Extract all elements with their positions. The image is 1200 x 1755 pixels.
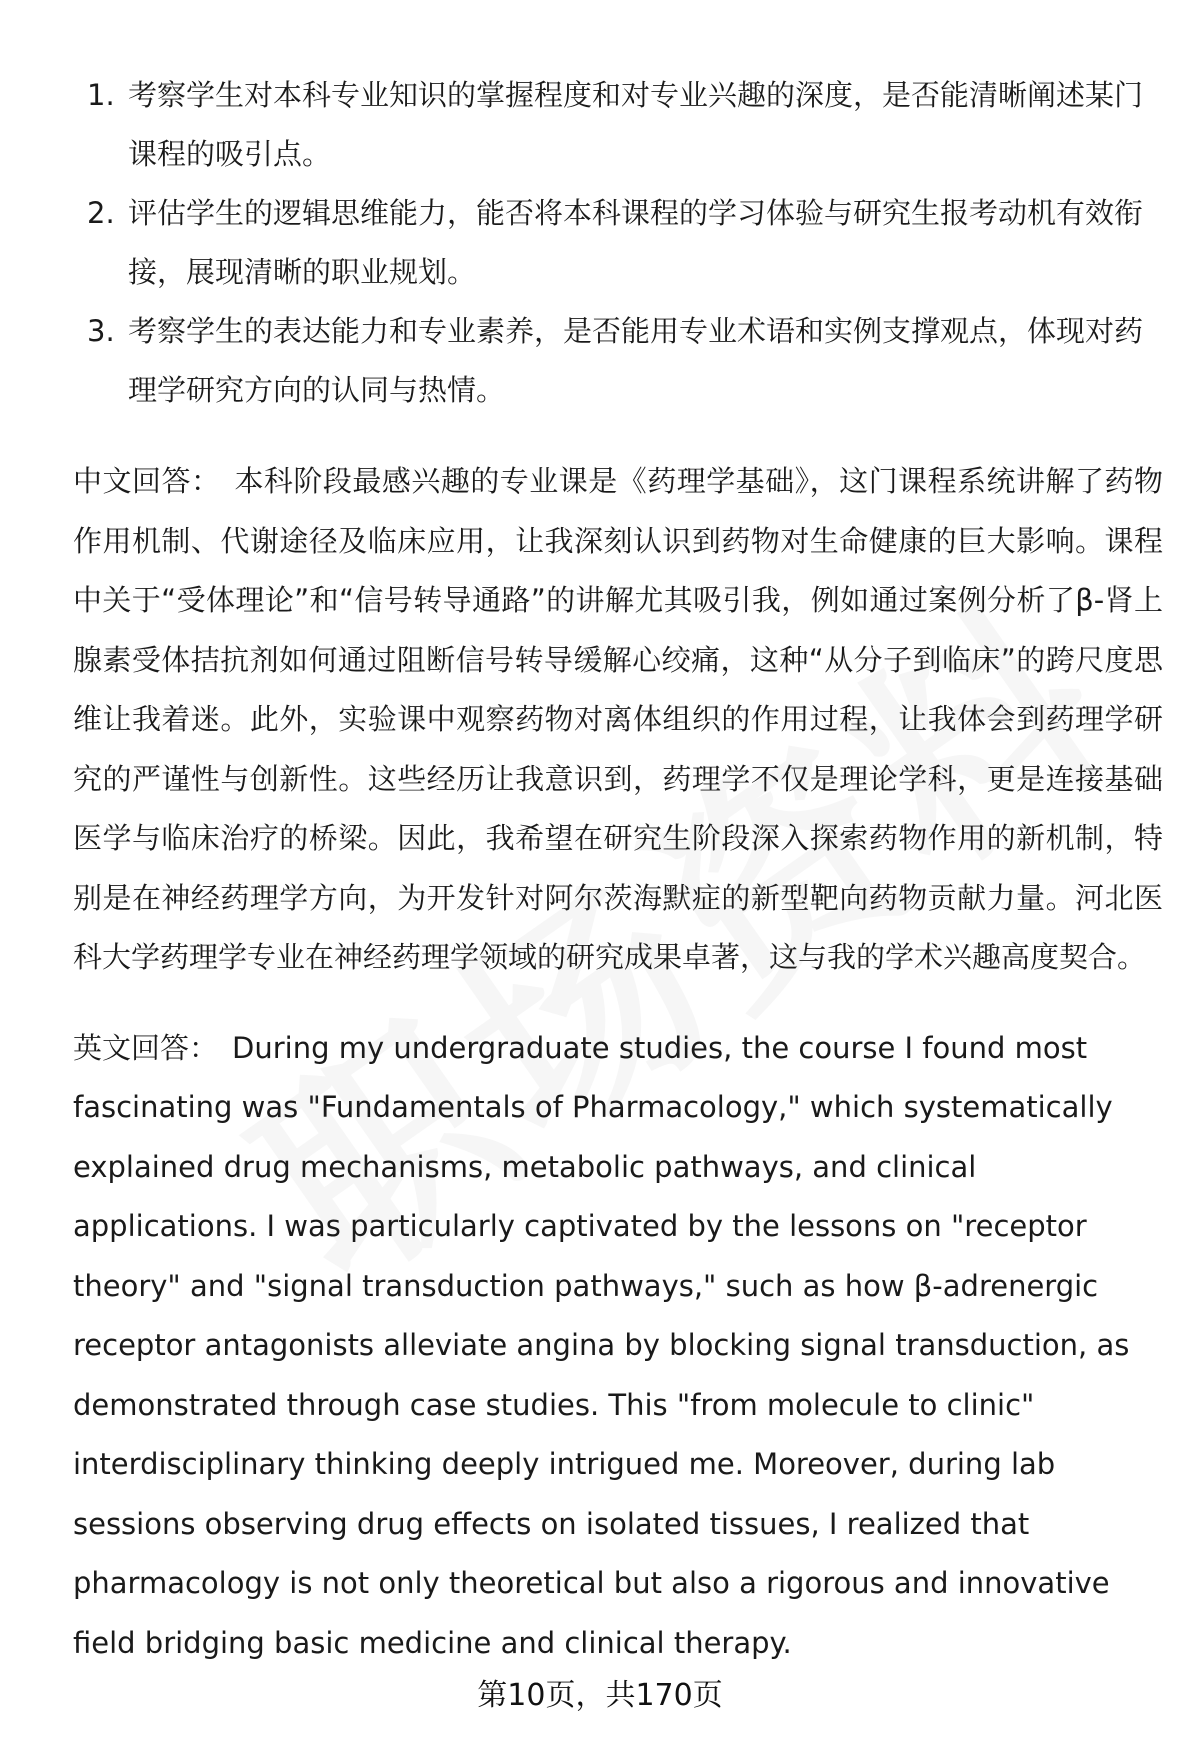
chinese-answer-text: 本科阶段最感兴趣的专业课是《药理学基础》，这门课程系统讲解了药物作用机制、代谢途径及临床应用，让我深刻认识到药物对生命健康的巨大影响。课程中关于“受体理论”和“信号转导通路”的讲解尤其吸引我，例如通过案例分析了β-肾上腺素受体拮抗剂如何通过阻断信号转导缓解心绞痛，这种“从分子到临床”的跨尺度思维让我着迷。此外，实验课中观察药物对离体组织的作用过程，让我体会到药理学研究的严谨性与创新性。这些经历让我意识到，药理学不仅是理论学科，更是连接基础医学与临床治疗的桥梁。因此，我希望在研究生阶段深入探索药物作用的新机制，特别是在神经药理学方向，为开发针对阿尔茨海默症的新型靶向药物贡献力量。河北医科大学药理学专业在神经药理学领域的研究成果卓著，这与我的学术兴趣高度契合。	[73, 464, 1163, 974]
chinese-answer	[73, 452, 1163, 988]
criteria-number: 3.	[87, 314, 115, 348]
criteria-list	[73, 66, 1163, 420]
page-number: 第10页，共170页	[477, 1678, 723, 1713]
chinese-answer-label: 中文回答：	[73, 464, 221, 498]
criteria-text: 考察学生的表达能力和专业素养，是否能用专业术语和实例支撑观点，体现对药理学研究方向的认同与热情。	[128, 314, 1144, 407]
english-answer-text: During my undergraduate studies, the course I found most fascinating was "Fundamentals of Pharmacology," which systematically explained drug mechanisms, metabolic pathways, and clinical applications. I was particularly captivated by the lessons on "receptor theory" and "signal transduction pathways," such as how β-adrenergic receptor antagonists alleviate angina by blocking signal transduction, as demonstrated through case studies. This "from molecule to clinic" interdisciplinary thinking deeply intrigued me. Moreover, during lab sessions observing drug effects on isolated tissues, I realized that pharmacology is not only theoretical but also a rigorous and innovative field bridging basic medicine and clinical therapy.	[73, 1030, 1130, 1660]
criteria-item	[73, 184, 1163, 302]
page-content	[73, 66, 1163, 1673]
criteria-number: 1.	[87, 78, 115, 112]
criteria-text: 考察学生对本科专业知识的掌握程度和对专业兴趣的深度，是否能清晰阐述某门课程的吸引点。	[128, 78, 1144, 171]
english-answer-label: 英文回答：	[73, 1030, 219, 1065]
criteria-item	[73, 66, 1163, 184]
criteria-text: 评估学生的逻辑思维能力，能否将本科课程的学习体验与研究生报考动机有效衔接，展现清晰的职业规划。	[128, 196, 1144, 289]
criteria-item	[73, 302, 1163, 420]
criteria-number: 2.	[87, 196, 115, 230]
english-answer	[73, 1019, 1163, 1674]
